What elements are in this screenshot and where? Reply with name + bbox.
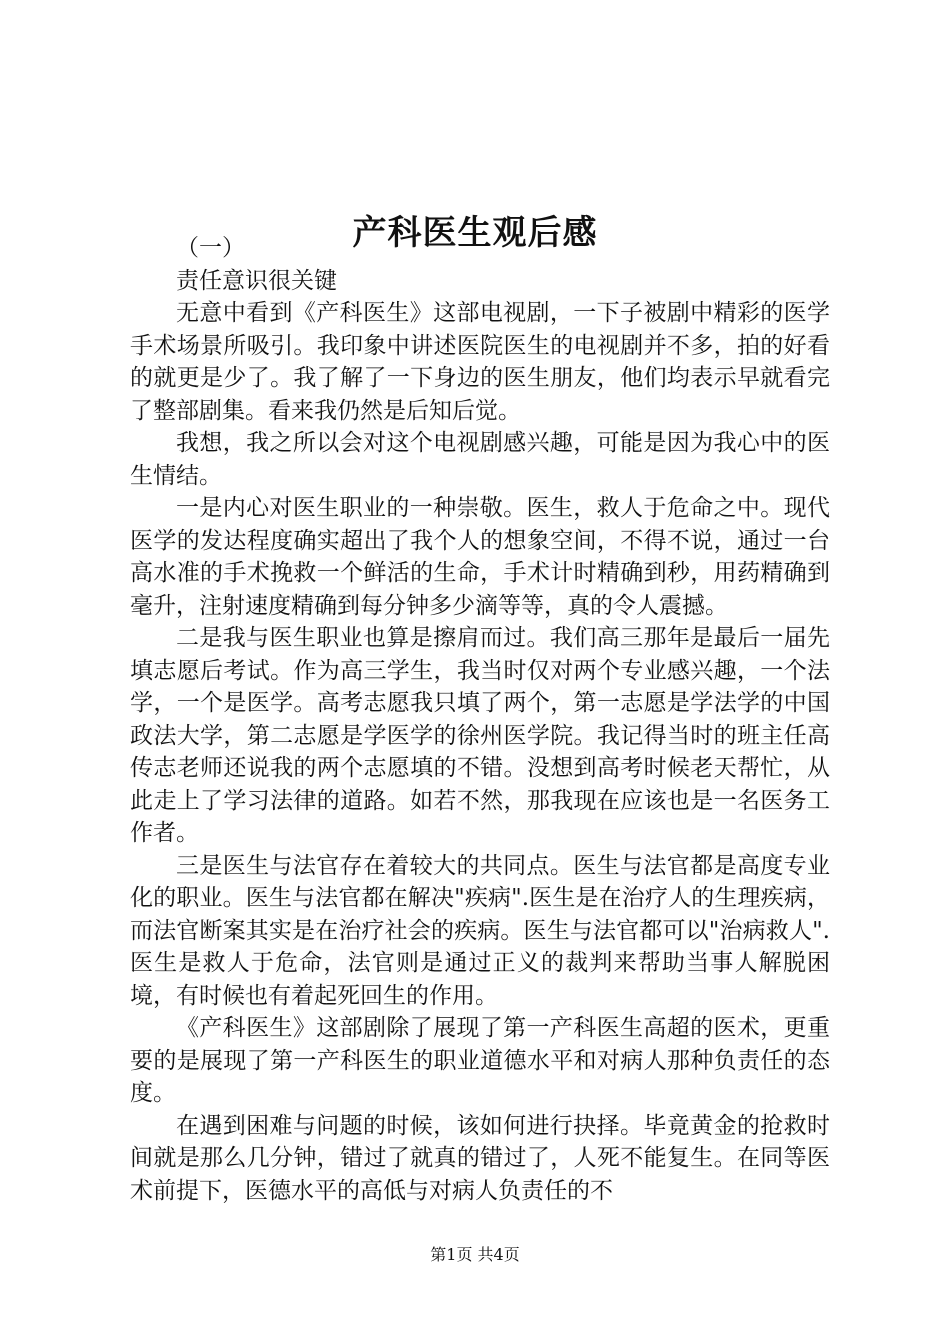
paragraph: 三是医生与法官存在着较大的共同点。医生与法官都是高度专业化的职业。医生与法官都在解决"疾病".医生是在治疗人的生理疾病，而法官断案其实是在治疗社会的疾病。医生与法官都可以"治病救人".医生是救人于危命，法官则是通过正义的裁判来帮助当事人解脱困境，有时候也有着起死回生的作用。 [130, 852, 830, 1009]
paragraph: 我想，我之所以会对这个电视剧感兴趣，可能是因为我心中的医生情结。 [130, 430, 830, 489]
paragraph: 二是我与医生职业也算是擦肩而过。我们高三那年是最后一届先填志愿后考试。作为高三学生，我当时仅对两个专业感兴趣，一个法学，一个是医学。高考志愿我只填了两个，第一志愿是学法学的中国政法大学，第二志愿是学医学的徐州医学院。我记得当时的班主任高传志老师还说我的两个志愿填的不错。没想到高考时候老天帮忙，从此走上了学习法律的道路。如若不然，那我现在应该也是一名医务工作者。 [130, 625, 830, 846]
section-heading: 责任意识很关键 [176, 267, 337, 294]
page-footer: 第1页 共4页 [430, 1245, 520, 1264]
document-title: 产科医生观后感 [352, 212, 598, 253]
paragraph: 一是内心对医生职业的一种崇敬。医生，救人于危命之中。现代医学的发达程度确实超出了我个人的想象空间，不得不说，通过一台高水准的手术挽救一个鲜活的生命，手术计时精确到秒，用药精确到毫升，注射速度精确到每分钟多少滴等等，真的令人震撼。 [130, 495, 830, 619]
section-number: （一） [176, 235, 245, 261]
document-body [130, 232, 830, 1207]
paragraph: 《产科医生》这部剧除了展现了第一产科医生高超的医术，更重要的是展现了第一产科医生的职业道德水平和对病人那种负责任的态度。 [130, 1015, 830, 1106]
paragraph: 在遇到困难与问题的时候，该如何进行抉择。毕竟黄金的抢救时间就是那么几分钟，错过了就真的错过了，人死不能复生。在同等医术前提下，医德水平的高低与对病人负责任的不 [130, 1112, 830, 1204]
paragraph: 无意中看到《产科医生》这部电视剧，一下子被剧中精彩的医学手术场景所吸引。我印象中讲述医院医生的电视剧并不多，拍的好看的就更是少了。我了解了一下身边的医生朋友，他们均表示早就看完了整部剧集。看来我仍然是后知后觉。 [130, 300, 830, 424]
